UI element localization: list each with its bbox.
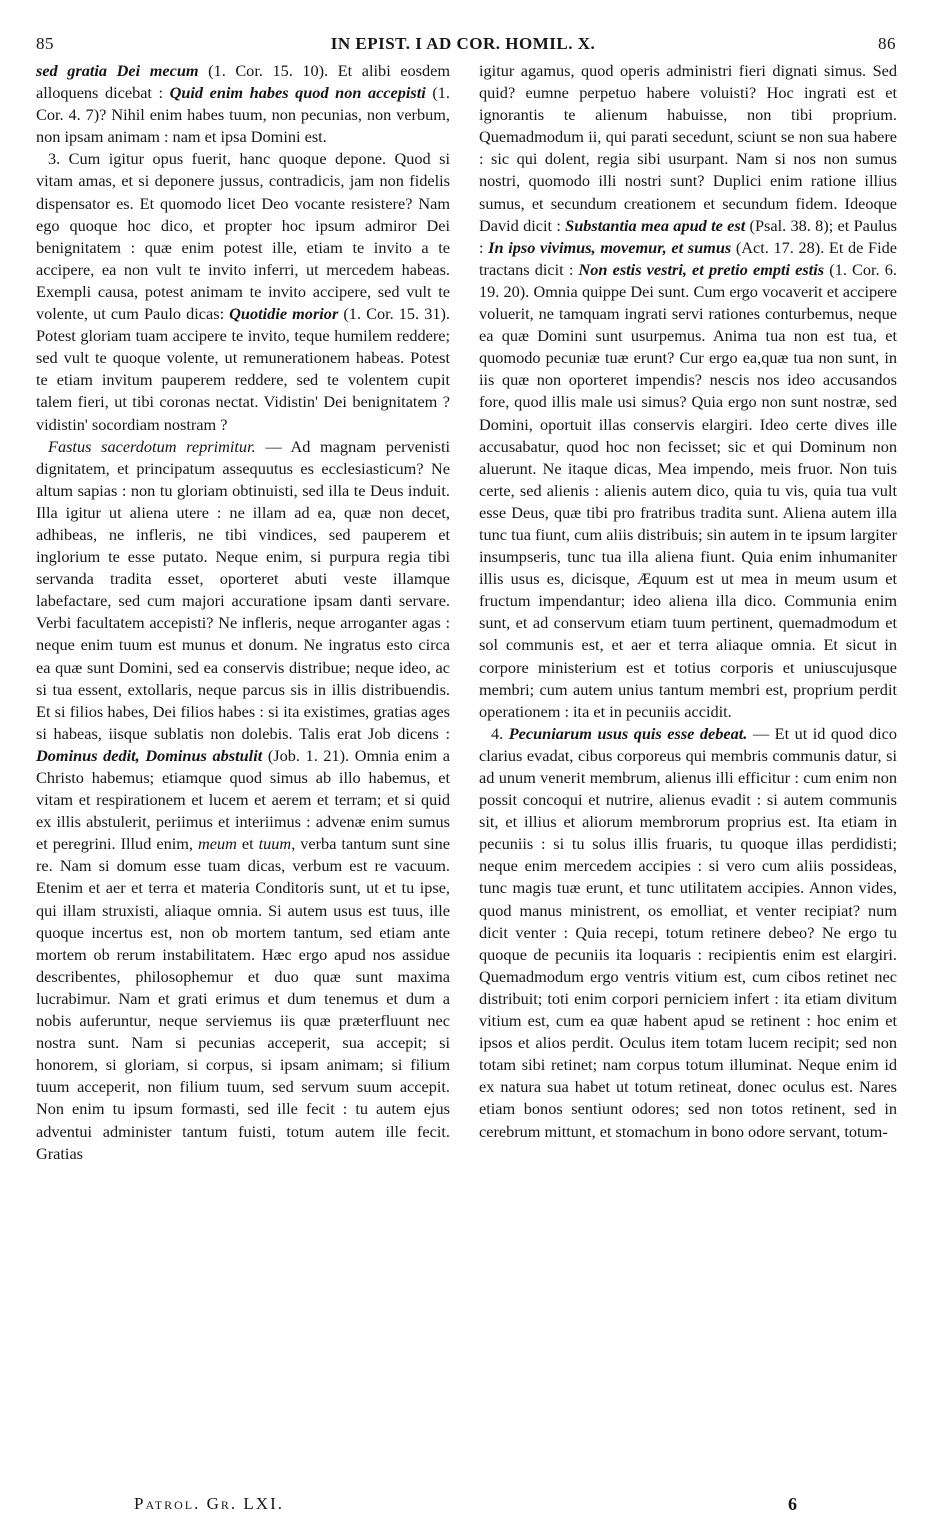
text-run: (1. Cor. 6. 19. 20). Omnia quippe Dei sunt. Cum ergo vocaverit et accipere voluerit, ne tamquam ingrati servi rationes conturbemus, neque ea quæ Domini sunt usurpemus. Anima tua non est tua, et quomodo pecuniæ tuæ erunt? Cur ergo ea,quæ tua non sunt, in iis quæ non oporteret impendis? nescis nos ideo accusandos fore, quod illis male usi simus? Quia ergo non sunt nostræ, sed Domini, oportuit illas conservis elargiri. Ideo certe dives ille accusabatur, quod hoc non fecisset; sic et qui Dominum non aluerunt. Ne itaque dicas, Mea impendo, meis fruor. Non tuis certe, sed alienis : alienis autem dico, quia tu vis, quia tua vult esse Deus, quæ tibi pro fratribus tradita sunt. Aliena autem illa tunc tua fiunt, cum aliis distribuis; sin autem in te ipsum largiter insumpseris, tunc tua illa aliena fiunt. Quia enim inhumaniter illis usus es, dicisque, Æquum est ut mea in meum usum et fructum impendantur; ideo aliena illa dico. Communia enim sunt, et ad conservum etiam tuum pertinent, quemadmodum et sol communis est, et aer et terra aliaque omnia. Et sicut in corpore ministerium est et totius corporis et uniuscujusque membri; cum autem unius tantum membri est, proprium perdit operationem : ita et in pecuniis accidit. [479,259,897,721]
quotation: Quid enim habes quod non accepisti [169,83,426,103]
page-number-right: 86 [878,34,896,53]
section-heading: Fastus sacerdotum reprimitur. [48,436,256,456]
quotation: meum [197,834,237,854]
text-run: (Act. 17. 28). Et de Fide tractans dicit : [479,237,897,279]
quotation: In ipso vivimus, movemur, et sumus [488,237,732,257]
paragraph [36,436,450,1165]
text-run: (1. Cor. 15. 10). Et alibi eosdem alloquens dicebat : [36,61,451,103]
left-column [36,60,450,1165]
text-run: — Ad magnam pervenisti dignitatem, et principatum assequutus es ecclesiasticum? Ne altum sapias : non tu gloriam obtinuisti, sed illa te Deus induit. Illa igitur ut aliena utere : ne illam ad ea, quæ non decet, adhibeas, ne infleris, ne tibi vindices, sed pauperem et inglorium te esse putato. Neque enim, si purpura regia tibi servanda tradita esset, oporteret abuti veste illamque labefactare, sed cum majori accuratione ipsam danti servare. Verbi facultatem accepisti? Ne infleris, neque arroganter agas : neque enim tuum est munus et donum. Ne ingratus esto circa ea quæ sunt Domini, sed ea conservis distribue; neque ideo, ac si tua essent, extollaris, neque parcus sis in illis distribuendis. Et si filios habes, Dei filios habes : si ita existimes, gratias ages si habeas, iisque sublatis non dolebis. Talis erat Job dicens : [36,436,451,743]
paragraph [479,723,897,1143]
footer-signature: Patrol. Gr. LXI. [134,1494,284,1513]
quotation: Dominus dedit, Dominus abstulit [36,745,263,765]
quotation: Substantia mea apud te est [565,215,746,235]
paragraph [479,60,897,723]
page-number-left: 85 [36,34,54,53]
text-run: 3. Cum igitur opus fuerit, hanc quoque depone. Quod si vitam amas, et si deponere jussus, contradicis, jam non fidelis dispensator es. Et quomodo licet Deo vocante resistere? Nam ego quoque hoc dico, et propter hoc ipsum admiror Dei benignitatem : quæ enim potest ille, etiam te invito a te accipere, ea non vult te invito inferri, ut mercedem habeas. Exempli causa, potest animam te invito accipere, sed vult te volente, ut cum Paulo dicas: [36,149,450,324]
text-run: (Job. 1. 21). Omnia enim a Christo habemus; etiamque quod simus ab illo habemus, et vitam et respirationem et lucem et aerem et terram; et si quid ex illis abstulerit, periimus et interiimus : advenæ enim sumus et peregrini. Illud enim, [36,745,451,854]
running-title: IN EPIST. I AD COR. HOMIL. X. [330,34,596,53]
section-number: 4. [491,723,509,743]
right-column [479,60,897,1143]
text-run: (Psal. 38. 8); et Paulus : [479,215,897,257]
text-run: — Et ut id quod dico clarius evadat, cibus corporeus qui membris communis datur, si ad unum venerit membrum, alienus illi efficitur : cum enim non possit concoqui et nutrire, alienus evadit : si autem communis sit, et illius et aliorum membrorum proprius est. Ita etiam in pecuniis : si tu solus illis fruaris, tu quoque illas perdidisti; neque enim mercedem accipies : si vero cum aliis possideas, tunc magis tuæ erunt, et tunc utilitatem accipies. Annon vides, quod manus ministrent, os emolliat, et venter recipiat? num dicit venter : Quia recepi, totum retinere debeo? Ne ergo tu quoque de pecuniis ita loquaris : recipientis enim est elargiri. Quemadmodum ergo ventris vitium est, cum cibos retinet nec distribuit; toti enim corpori perniciem infert : ita etiam divitum vitium est, cum ea quæ habent apud se retinent : hoc enim et ipsos et alios perdit. Oculus item totam lucem recipit; sed non totam sibi retinet; nam corpus totum illuminat. Neque enim id ex natura sua habet ut totum retineat, donec oculus est. Nares etiam bonos sentiunt odores; sed non totos retinent, sed in cerebrum mittunt, et stomachum in bono odore servant, totum- [479,723,898,1141]
text-run: et [236,834,259,854]
text-run: , verba tantum sunt sine re. Nam si domum esse tuam dicas, verbum est re vacuum. Etenim et aer et terra et materia Conditoris sunt, ut et tu ipse, qui illam struxisti, aliaque omnia. Si autem usus est tuus, ille quoque incertus est, non ob mortem tantum, sed etiam ante mortem ob rerum instabilitatem. Hæc ergo apud nos assidue describentes, philosophemur et duo quæ sunt maxima lucrabimur. Nam et grati erimus et dum tenemus et dum a nobis auferuntur, neque serviemus iis quæ præterfluunt nec nostra sunt. Nam si pecunias acceperit, sua accepit; si honorem, si gloriam, si corpus, si ipsam animam; si filium tuum acceperit, non filium tuum, sed servum suum accepit. Non enim tu ipsum formasti, sed ille fecit : tu autem ejus adventui administer tantum fuisti, totum autem ille fecit. Gratias [36,834,451,1163]
text-run: igitur agamus, quod operis administri fieri dignati simus. Sed quid? eumne perpetuo habere voluisti? Hoc ingrati est et ignorantis te alienum habuisse, non tibi proprium. Quemadmodum ii, qui parati secedunt, sciunt se non sua habere : sic qui dolent, regia sibi usurpant. Nam si nos non sumus nostri, quomodo illi nostri sunt? Duplici enim ratione illius sumus, et secundum creationem et secundum fidem. Ideoque David dicit : [479,61,897,235]
paragraph [36,60,450,148]
text-run: (1. Cor. 4. 7)? Nihil enim habes tuum, non pecunias, non verbum, non ipsam animam : nam et ipsa Domini est. [36,83,450,147]
section-heading: Pecuniarum usus quis esse debeat. [508,723,748,743]
running-header [30,34,896,60]
paragraph [36,148,450,435]
quotation: sed gratia Dei mecum [36,61,199,80]
quotation: Non estis vestri, et pretio empti estis [578,259,825,279]
text-run: (1. Cor. 15. 31). Potest gloriam tuam accipere te invito, teque humilem reddere; sed vult te quoque volente, ut remunerationem habeas. Potest te etiam invitum pauperem reddere, sed te volentem cupit talem fieri, ut tibi coronas nectat. Vidistin' Dei benignitatem ? vidistin' socordiam nostram ? [36,304,450,434]
footer-sheet-number: 6 [788,1494,797,1514]
quotation: Quotidie morior [229,304,339,324]
quotation: tuum [258,834,292,854]
